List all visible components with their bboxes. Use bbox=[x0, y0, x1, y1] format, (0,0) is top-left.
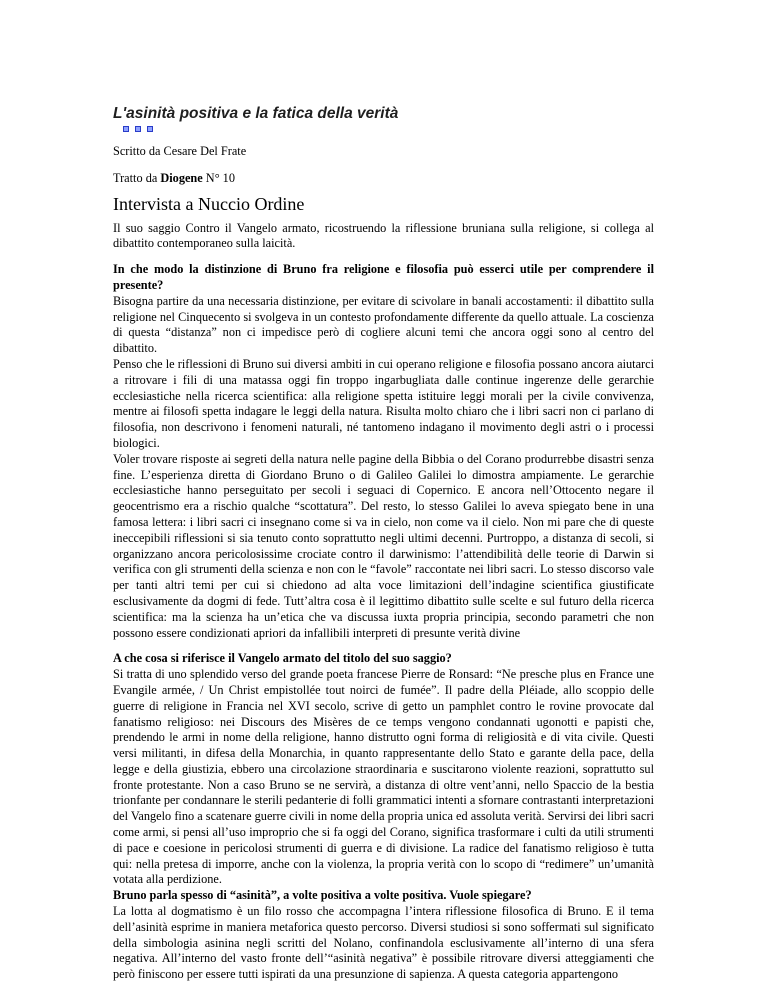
question: A che cosa si riferisce il Vangelo armato del titolo del suo saggio? bbox=[113, 651, 452, 666]
question: In che modo la distinzione di Bruno fra religione e filosofia può esserci utile per comprendere il presente? bbox=[113, 262, 654, 292]
rating bbox=[123, 126, 654, 134]
qa-section bbox=[113, 651, 654, 983]
source-line bbox=[113, 171, 654, 187]
interview-heading: Intervista a Nuccio Ordine bbox=[113, 193, 305, 214]
article bbox=[113, 104, 654, 983]
star-icon bbox=[123, 126, 129, 132]
source-name: Diogene bbox=[160, 170, 203, 185]
answer-paragraph: Penso che le riflessioni di Bruno sui diversi ambiti in cui operano religione e filosofia possano ancora aiutarci a ritrovare i fili di una matassa oggi fin troppo ingarbugliata dalle continue ingerenze delle gerarchie ecclesiastiche nella ricerca scientifica: alla religione spetta istituire leggi morali per la civile convivenza, mentre ai filosofi spetta indagare le leggi della natura. Risulta molto chiaro che i libri sacri non ci parlano di filosofia, non descrivono i fenomeni naturali, né tantomeno indagano il movimento degli astri o i processi biologici. bbox=[113, 356, 654, 450]
answer-paragraph: Voler trovare risposte ai segreti della natura nelle pagine della Bibbia o del Corano produrrebbe disastri senza fine. L’esperienza diretta di Giordano Bruno o di Galileo Galilei lo dimostra ampiamente. Le gerarchie ecclesiastiche hanno perseguitato per secoli i seguaci di Copernico. E ancora nell’Ottocento negare il geocentrismo era a rischio qualche “scottatura”. Del resto, lo stesso Galilei lo aveva spiegato bene in una famosa lettera: i libri sacri ci insegnano come si va in cielo, non come va il cielo. Non mi pare che di queste ineccepibili riflessioni si sia tenuto conto soprattutto negli ultimi decenni. Purtroppo, a distanza di secoli, si organizzano ancora pericolosissime crociate contro il darwinismo: l’attendibilità delle teorie di Darwin si verifica con gli strumenti della scienza e non con le “favole” raccontate nei libri sacri. Lo stesso discorso vale per tanti altri temi per cui si chiedono ad alta voce limitazioni dell’indagine scientifica giustificate esclusivamente da dogmi di fede. Tutt’altra cosa è il legittimo dibattito sulle scelte e sul futuro della ricerca scientifica: ma la scienza ha un’etica che va discussa iuxta propria principia, secondo parametri che non possono essere condizionati apriori da infallibili interpreti di presunte verità divine bbox=[113, 451, 654, 640]
article-title: L'asinità positiva e la fatica della verità bbox=[113, 105, 399, 122]
source-prefix: Tratto da bbox=[113, 170, 161, 185]
answer-paragraph: La lotta al dogmatismo è un filo rosso che accompagna l’intera riflessione filosofica di Bruno. E il tema dell’asinità esprime in maniera metaforica questo percorso. Diversi studiosi si sono soffermati sul significato della simbologia asinina negli scritti del Nolano, confinandola esclusivamente all’interno di una sfera negativa. All’interno del vasto fronte dell’“asinità negativa” è possibile ritrovare diversi atteggiamenti che però finiscono per essere tutti ispirati da una presunzione di sapienza. A questa categoria appartengono bbox=[113, 904, 654, 982]
answer-paragraph: Si tratta di uno splendido verso del grande poeta francese Pierre de Ronsard: “Ne presche plus en France une Evangile armée, / Un Christ empistollée tout noirci de fumée”. Il padre della Pléiade, allo scoppio delle guerre di religione in Francia nel XVI secolo, scrive di getto un pamphlet contro le rovine provocate dal fanatismo religioso: nei Discours des Misères de ce temps vengono condannati ugonotti e papisti che, prendendo le armi in nome della religione, hanno distrutto ogni forma di religiosità e di vita civile. Questi versi militanti, in difesa della Monarchia, in quanto rappresentante dello Stato e garante della pace, della legge e della giustizia, ebbero una circolazione straordinaria e suscitarono violente reazioni, soprattutto sul fronte protestante. Non a caso Bruno se ne servirà, a distanza di oltre vent’anni, nello Spaccio de la bestia trionfante per condannare le sterili pedanterie di folli grammatici intenti a sfornare contrastanti interpretazioni del Vangelo fino a scatenare guerre civili in nome della propria unica ed assoluta verità. Servirsi dei libri sacri come armi, si pensi all’uso improprio che si fa oggi del Corano, significa trasformare i culti da utili strumenti di pace e coesione in pericolosi strumenti di guerra e di divisione. La radice del fanatismo religioso è tutta qui: nella pretesa di imporre, anche con la violenza, la propria verità con lo scopo di “redimere” un’umanità votata alla perdizione. bbox=[113, 667, 654, 887]
question: Bruno parla spesso di “asinità”, a volte positiva a volte positiva. Vuole spiegare? bbox=[113, 888, 532, 903]
intro-paragraph: Il suo saggio Contro il Vangelo armato, ricostruendo la riflessione bruniana sulla religione, si collega al dibattito contemporaneo sulla laicità. bbox=[113, 220, 654, 251]
star-icon bbox=[147, 126, 153, 132]
source-suffix: N° 10 bbox=[202, 170, 235, 185]
qa-section bbox=[113, 262, 654, 641]
answer-paragraph: Bisogna partire da una necessaria distinzione, per evitare di scivolare in banali accostamenti: il dibattito sulla religione nel Cinquecento si svolgeva in un contesto profondamente differente da quello attuale. La coscienza di questa “distanza” non ci impedisce però di cogliere alcuni temi che ancora oggi sono al centro del dibattito. bbox=[113, 293, 654, 356]
author-line: Scritto da Cesare Del Frate bbox=[113, 144, 247, 158]
star-icon bbox=[135, 126, 141, 132]
